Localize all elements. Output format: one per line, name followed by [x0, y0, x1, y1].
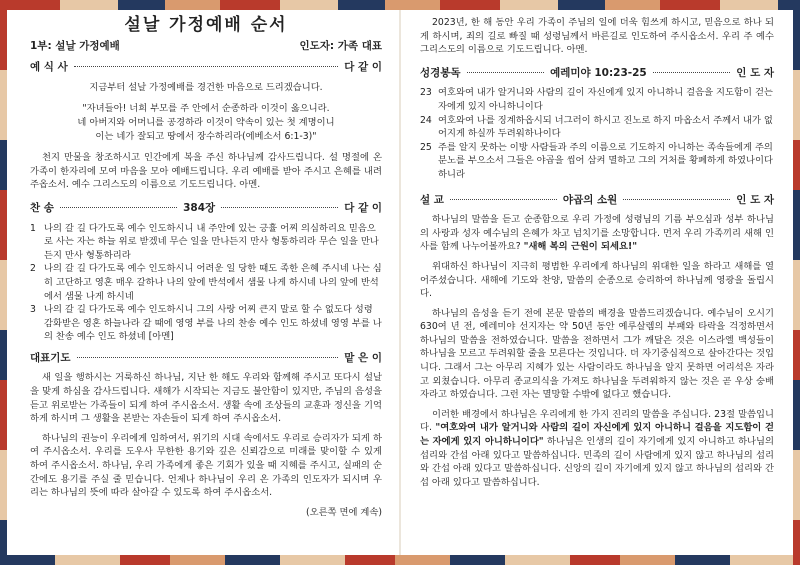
prayer-paragraph: 새 일을 행하시는 거룩하신 하나님, 지난 한 해도 우리와 함께해 주시고 또다시 설날을 맞게 하심을 감사드립니다. 새해가 시작되는 지금도 불안함이 있지만, 주님의 음성을 듣고 위로받는 가족들이 되게 하여 주시옵소서. 생활 속에 조상들의 교훈과 정신을 기억하게 하시며 그 생활을 본받는 자손들이 되게 하여 주시옵소서. [30, 372, 382, 425]
right-border-stripe [793, 0, 800, 565]
scripture-quote [30, 102, 382, 143]
top-border-stripe [0, 0, 800, 10]
sermon-paragraph [420, 213, 774, 254]
part-label: 1부: 설날 가정예배 [30, 39, 120, 52]
verse-highlight: "여호와여 내가 알거니와 사람의 길이 자신에게 있지 아니하니 걸음을 지도함이 걷는 자에게 있지 아니하니이다" [420, 422, 774, 448]
verse-text: 여호와여 내가 알거니와 사람의 길이 자신에게 있지 아니하니 걸음을 지도함이 걷는 자에게 있지 아니하니이다 [438, 87, 773, 112]
sermon-title: 야곱의 소원 [562, 193, 618, 206]
verse-number: 2 [30, 263, 36, 275]
section-responsible: 다 같 이 [344, 61, 382, 74]
dotted-leader [77, 357, 339, 358]
verse-number: 23 [420, 87, 432, 99]
greeting-highlight: "새해 복의 근원이 되세요!" [523, 241, 638, 253]
hymn-number: 384장 [183, 201, 216, 214]
verse-number: 1 [30, 222, 36, 234]
sermon-paragraph [420, 408, 774, 490]
section-sermon-heading [420, 194, 774, 208]
section-responsible: 다 같 이 [344, 201, 383, 214]
page-fold [399, 10, 401, 555]
dotted-leader [221, 207, 338, 208]
dotted-leader [60, 207, 177, 208]
section-reading-heading [420, 67, 774, 81]
section-hymn-heading [30, 202, 382, 216]
verse-text: 나의 갈 길 다가도록 예수 인도하시니 어려운 일 당한 때도 족한 은혜 주시네 나는 심히 고단하고 영혼 매우 갈하나 나의 앞에 반석에서 샘물 나게 하시네 나의 앞에 반석에서 샘물 나게 하시네 [44, 263, 382, 302]
quote-line: 네 아버지와 어머니를 공경하라 이것이 약속이 있는 첫 계명이니 [77, 116, 335, 128]
section-worship-heading [30, 61, 382, 75]
section-responsible: 인 도 자 [736, 193, 775, 206]
verse-number: 24 [420, 114, 432, 126]
verse-text: 나의 갈 길 다가도록 예수 인도하시니 내 주안에 있는 긍휼 어찌 의심하리요 믿음으로 사는 자는 하늘 위로 받겠네 무슨 일을 만나든지 만사 형통하리라 무슨 일을 만나든지 만사 형통하리라 [44, 222, 379, 261]
section-responsible: 맡 은 이 [344, 351, 382, 364]
scripture-reference: 예레미야 10:23-25 [550, 66, 647, 79]
prayer-paragraph: 하나님의 권능이 우리에게 임하여서, 위기의 시대 속에서도 우리로 승리자가 되게 하여 주시옵소서. 우리를 도우사 무한한 용기와 깊은 신뢰감으로 미래를 맞이할 수 있게 하여 주시옵소서. 하나님, 우리 가족에게 좋은 기회가 있을 때 지혜를 주시고, 실패의 순간에도 용기를 주실 줄 믿습니다. 언제나 하나님이 우리 온 가족의 인도자가 되시며 우리는 하나님의 뜻에 따라 살아갈 수 있도록 하여 주시옵소서. [30, 432, 382, 499]
verse-text: 여호와여 나를 징계하옵시되 너그러이 하시고 진노로 하지 마옵소서 주께서 내가 없어지게 하실까 두려워하나이다 [438, 114, 773, 140]
section-label: 설 교 [420, 193, 444, 206]
hymn-verses [30, 222, 382, 344]
bottom-border-stripe [0, 555, 800, 565]
reading-verse [420, 86, 774, 113]
left-border-stripe [0, 0, 7, 565]
section-responsible: 인 도 자 [736, 66, 775, 79]
verse-text: 나의 갈 길 다가도록 예수 인도하시니 그의 사랑 어찌 큰지 말로 할 수 없도다 성령 감화받은 영혼 하늘나라 갈 때에 영영 부를 나의 찬송 예수 인도 하셨네 영영 부를 나의 찬송 예수 인도 하셨네 [아멘] [44, 304, 382, 343]
left-page [14, 12, 394, 553]
section-label: 성경봉독 [420, 66, 461, 79]
sermon-text: 이러한 배경에서 하나님은 우리에게 한 가지 진리의 말씀을 주십니다. 23절 말씀입니다. [420, 408, 774, 434]
reading-verse [420, 141, 774, 182]
reading-verse [420, 114, 774, 141]
hymn-verse [30, 262, 382, 303]
verse-text: 주를 알지 못하는 이방 사람들과 주의 이름으로 기도하지 아니하는 족속들에게 주의 분노를 부으소서 그들은 야곱을 씹어 삼켜 멸하고 그의 거처를 황폐하게 하였나이다 하니라 [438, 141, 773, 180]
dotted-leader [74, 66, 339, 67]
right-page [406, 12, 786, 553]
dotted-leader [653, 72, 731, 73]
hymn-verse [30, 222, 382, 263]
prayer-continuation: 2023년, 한 해 동안 우리 가족이 주님의 일에 더욱 힘쓰게 하시고, 믿음으로 하나 되게 하시며, 죄의 길로 빠질 때 성령님께서 바른길로 인도하여 주시옵소서. 우리 주 예수 그리스도의 이름으로 기도드립니다. 아멘. [420, 17, 774, 56]
quote-line: "자녀들아! 너희 부모를 주 안에서 순종하라 이것이 옳으니라. [82, 103, 330, 115]
continued-note: (오른쪽 면에 계속) [305, 506, 382, 518]
reading-verses [420, 86, 774, 181]
sermon-paragraph: 하나님의 음성을 듣기 전에 본문 말씀의 배경을 말씀드리겠습니다. 예수님이 오시기 630여 년 전, 예레미야 선지자는 약 50년 동안 예루살렘의 부패와 타락을 걱정하면서 하나님의 말씀을 전하였습니다. 말씀을 전하면서 그가 깨달은 것은 이스라엘 백성들이 하나님을 모르고 두려워할 줄을 모른다는 것입니다. 더 자기중심적으로 살아간다는 것입니다. 그래서 그는 아무리 지혜가 있는 사람이라도 하나님을 알지 못하면 어리석은 자라고 외쳤습니다. 아무리 종교의식을 가져도 하나님을 두려워하지 않는 것은 곧 우상 숭배자라고 하였습니다. 그런 자는 멸망할 수밖에 없다고 했습니다. [420, 307, 774, 401]
subheader [30, 40, 382, 54]
section-label: 예 식 사 [30, 61, 68, 74]
worship-paragraph: 천지 만물을 창조하시고 인간에게 복을 주신 하나님께 감사드립니다. 설 명절에 온 가족이 한자리에 모여 마음을 모아 예배드립니다. 우리 예배를 받아 주시고 은혜를 내려 주옵소서. 예수 그리스도의 이름으로 기도드립니다. 아멘. [30, 152, 382, 191]
section-label: 대표기도 [30, 351, 71, 364]
dotted-leader [450, 199, 557, 200]
dotted-leader [623, 199, 730, 200]
section-label: 찬 송 [30, 201, 54, 214]
verse-number: 3 [30, 304, 36, 316]
sermon-paragraph: 위대하신 하나님이 지극히 평범한 우리에게 하나님의 위대한 일을 하라고 새해를 열어주셨습니다. 새해에 기도와 찬양, 말씀의 순종으로 승리하여 하나님께 영광을 돌립시다. [420, 260, 774, 300]
worship-opening-line: 지금부터 설날 가정예배를 경건한 마음으로 드리겠습니다. [89, 81, 323, 93]
quote-line: 이는 네가 잘되고 땅에서 장수하리라(에베소서 6:1-3)" [95, 130, 317, 142]
hymn-verse [30, 303, 382, 344]
verse-number: 25 [420, 141, 432, 153]
sermon-text: 하나님은 인생의 길이 자기에게 있지 아니하고 하나님의 섭리와 간섭 아래 있다고 말씀하십니다. 민족의 길이 사람에게 있지 않고 하나님의 섭리와 간섭 아래 있다고 말씀하십니다. 신앙의 길이 자기에게 있지 않고 하나님의 섭리와 간섭 아래 있다고 말씀하십니다. [420, 436, 774, 488]
dotted-leader [467, 72, 545, 73]
sermon-text: 하나님의 말씀을 듣고 순종함으로 우리 가정에 성령님의 기름 부으심과 성부 하나님의 사랑과 성자 예수님의 은혜가 차고 넘치기를 소망합니다. 먼저 우리 가족끼리 새해 인사를 함께 나누어볼까요? [420, 214, 774, 253]
leader-label: 인도자: 가족 대표 [299, 39, 382, 52]
page-title: 설날 가정예배 순서 [124, 15, 288, 35]
section-prayer-heading [30, 352, 382, 366]
